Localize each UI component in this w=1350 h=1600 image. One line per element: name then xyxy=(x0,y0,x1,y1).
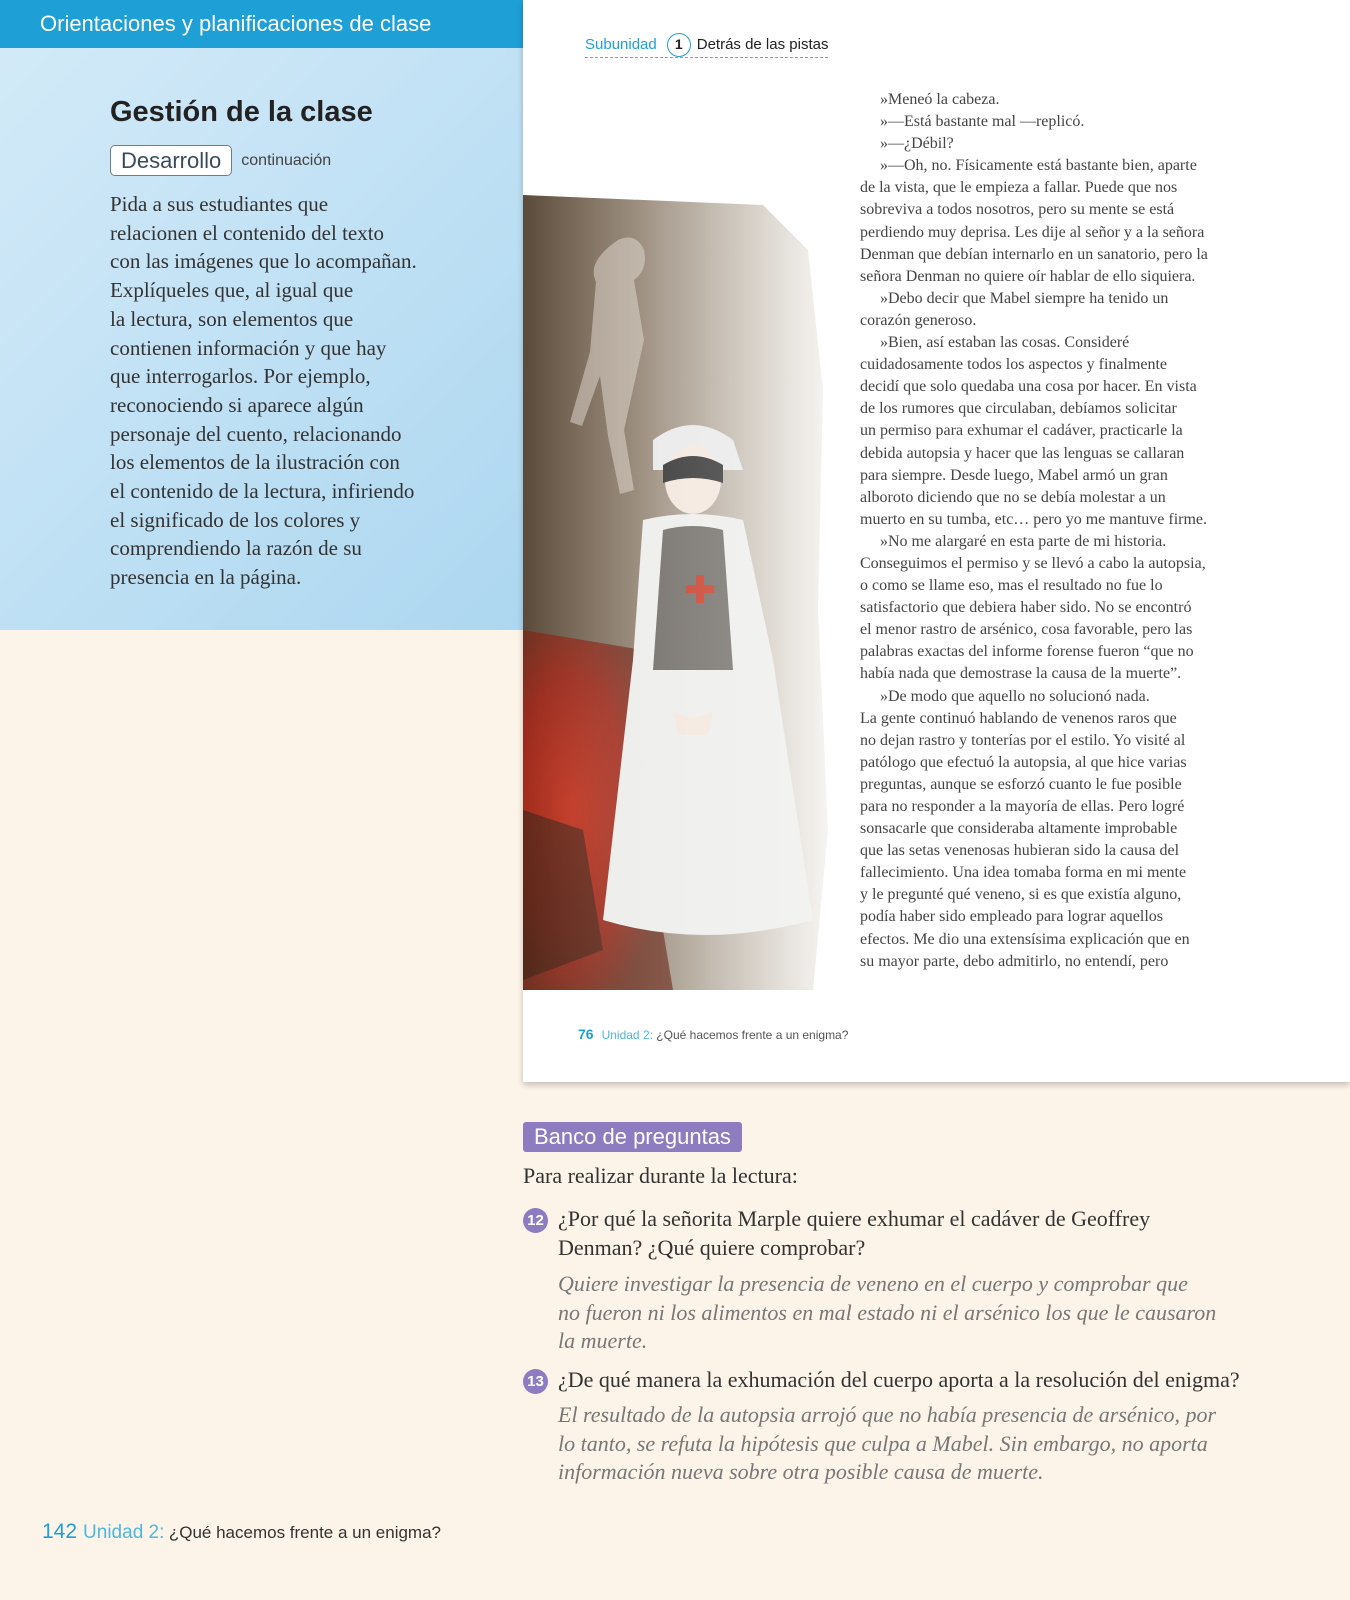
guide-body-line: los elementos de la ilustración con xyxy=(110,450,400,475)
story-line: de la vista, que le empieza a fallar. Puede que nos xyxy=(860,179,1178,197)
story-line: señora Denman no quiere oír hablar de ello siquiera. xyxy=(860,267,1196,285)
guide-body-line: personaje del cuento, relacionando xyxy=(110,421,402,446)
story-line: fallecimiento. Una idea tomaba forma en mi mente xyxy=(860,864,1187,882)
story-line: su mayor parte, debo admitirlo, no entendí, pero xyxy=(860,952,1169,970)
guide-body-line: relacionen el contenido del texto xyxy=(110,220,385,245)
guide-body-line: reconociendo si aparece algún xyxy=(110,392,364,417)
book-footer xyxy=(578,1026,848,1042)
subunit-title: Detrás de las pistas xyxy=(696,36,829,53)
story-line: La gente continuó hablando de venenos raros que xyxy=(860,709,1177,727)
story-line: debida autopsia y hacer que las lenguas se callaran xyxy=(860,444,1185,462)
story-line: satisfactorio que debiera haber sido. No se encontró xyxy=(860,599,1192,617)
story-line: muerto en su tumba, etc… pero yo me mantuve firme. xyxy=(860,510,1208,528)
story-line: un permiso para exhumar el cadáver, practicarle la xyxy=(860,422,1183,440)
answer-line: información nueva sobre otra posible causa de muerte. xyxy=(558,1459,1044,1485)
story-line: Conseguimos el permiso y se llevó a cabo la autopsia, xyxy=(860,554,1206,572)
guide-body xyxy=(110,190,475,592)
guide-body-line: Pida a sus estudiantes que xyxy=(110,192,329,216)
question-text xyxy=(558,1205,1150,1262)
book-unit-label: Unidad 2: xyxy=(601,1028,653,1042)
story-line: había nada que demostrase la causa de la muerte”. xyxy=(860,665,1182,683)
story-line: Denman que debían internarlo en un sanatorio, pero la xyxy=(860,245,1208,263)
stage-row xyxy=(110,145,331,177)
story-line: no dejan rastro y tonterías por el estilo. Yo visité al xyxy=(860,731,1186,749)
story-line: para siempre. Desde luego, Mabel armó un gran xyxy=(860,466,1168,484)
story-line: »—Oh, no. Físicamente está bastante bien, aparte xyxy=(880,157,1197,175)
book-unit-title: ¿Qué hacemos frente a un enigma? xyxy=(656,1028,849,1042)
section-title: Gestión de la clase xyxy=(110,96,373,128)
answer-text xyxy=(558,1270,1216,1356)
story-line: y le pregunté qué veneno, si es que existía alguno, xyxy=(860,886,1182,904)
unit-title: ¿Qué hacemos frente a un enigma? xyxy=(168,1523,442,1542)
question-bank-label: Banco de preguntas xyxy=(523,1122,742,1152)
story-line: alboroto diciendo que no se debía molestar a un xyxy=(860,488,1166,506)
story-line: efectos. Me dio una extensísima explicación que en xyxy=(860,930,1190,948)
story-line: o como se llame eso, mas el resultado no fue lo xyxy=(860,577,1163,595)
page-number: 142 xyxy=(42,1520,78,1543)
question-line: ¿De qué manera la exhumación del cuerpo aporta a la resolución del enigma? xyxy=(558,1367,1240,1392)
story-line: patólogo que efectuó la autopsia, al que hice varias xyxy=(860,753,1187,771)
story-line: para no responder a la mayoría de ellas. Pero logré xyxy=(860,798,1185,815)
guide-body-line: contienen información y que hay xyxy=(110,335,387,360)
guide-body-line: comprendiendo la razón de su xyxy=(110,536,362,561)
answer-line: la muerte. xyxy=(558,1328,648,1354)
story-line: decidí que solo quedaba una cosa por hacer. En vista xyxy=(860,378,1197,396)
story-line: el menor rastro de arsénico, cosa favorable, pero las xyxy=(860,621,1193,639)
subunit-breadcrumb xyxy=(585,32,828,58)
nurse-illustration xyxy=(523,190,833,990)
story-line: »No me alargaré en esta parte de mi historia. xyxy=(880,532,1167,550)
story-line: sobreviva a todos nosotros, pero su mente se está xyxy=(860,201,1175,219)
stage-label: Desarrollo xyxy=(110,145,232,176)
story-line: preguntas, aunque se esforzó cuanto le fue posible xyxy=(860,775,1182,793)
stage-note: continuación xyxy=(241,151,332,169)
unit-label: Unidad 2: xyxy=(83,1522,165,1543)
page-footer xyxy=(42,1520,441,1544)
guide-body-line: con las imágenes que lo acompañan. xyxy=(110,249,417,274)
book-page-number: 76 xyxy=(578,1026,594,1042)
question-text xyxy=(558,1366,1240,1395)
subunit-label: Subunidad xyxy=(585,36,657,53)
question-bank-intro: Para realizar durante la lectura: xyxy=(523,1163,798,1188)
story-line: »—Está bastante mal —replicó. xyxy=(880,113,1085,131)
question-number-badge: 12 xyxy=(523,1208,548,1233)
guide-body-line: la lectura, son elementos que xyxy=(110,306,354,331)
guide-body-line: que interrogarlos. Por ejemplo, xyxy=(110,364,371,389)
story-line: sonsacarle que consideraba altamente improbable xyxy=(860,820,1178,838)
story-text xyxy=(860,89,1280,973)
guide-body-line: Explíqueles que, al igual que xyxy=(110,278,354,303)
guide-body-line: el contenido de la lectura, infiriendo xyxy=(110,479,415,504)
story-line: »—¿Débil? xyxy=(880,135,954,153)
guide-body-line: presencia en la página. xyxy=(110,565,302,590)
story-line: de los rumores que circulaban, debíamos solicitar xyxy=(860,400,1177,418)
story-line: »Bien, así estaban las cosas. Consideré xyxy=(880,334,1130,352)
answer-line: no fueron ni los alimentos en mal estado ni el arsénico los que le causaron xyxy=(558,1299,1217,1325)
subunit-number: 1 xyxy=(667,33,691,57)
question-line: Denman? ¿Qué quiere comprobar? xyxy=(558,1234,866,1260)
answer-line: lo tanto, se refuta la hipótesis que culpa a Mabel. Sin embargo, no aporta xyxy=(558,1430,1208,1456)
answer-line: El resultado de la autopsia arrojó que no había presencia de arsénico, por xyxy=(558,1402,1217,1427)
story-line: »Meneó la cabeza. xyxy=(880,91,1000,108)
story-line: que las setas venenosas hubieran sido la causa del xyxy=(860,842,1180,860)
guide-header: Orientaciones y planificaciones de clase xyxy=(0,0,523,48)
story-line: podía haber sido empleado para lograr aquellos xyxy=(860,908,1163,926)
answer-text xyxy=(558,1401,1216,1487)
story-line: palabras exactas del informe forense fueron “que no xyxy=(860,643,1194,661)
answer-line: Quiere investigar la presencia de veneno en el cuerpo y comprobar que xyxy=(558,1271,1188,1296)
question-line: ¿Por qué la señorita Marple quiere exhumar el cadáver de Geoffrey xyxy=(558,1206,1151,1231)
story-line: »Debo decir que Mabel siempre ha tenido un xyxy=(880,289,1169,307)
question-number-badge: 13 xyxy=(523,1369,548,1394)
story-line: »De modo que aquello no solucionó nada. xyxy=(880,687,1150,705)
story-line: cuidadosamente todos los aspectos y finalmente xyxy=(860,356,1168,374)
guide-body-line: el significado de los colores y xyxy=(110,507,361,532)
story-line: corazón generoso. xyxy=(860,311,977,329)
book-page xyxy=(523,0,1350,1082)
story-line: perdiendo muy deprisa. Les dije al señor y a la señora xyxy=(860,223,1205,241)
